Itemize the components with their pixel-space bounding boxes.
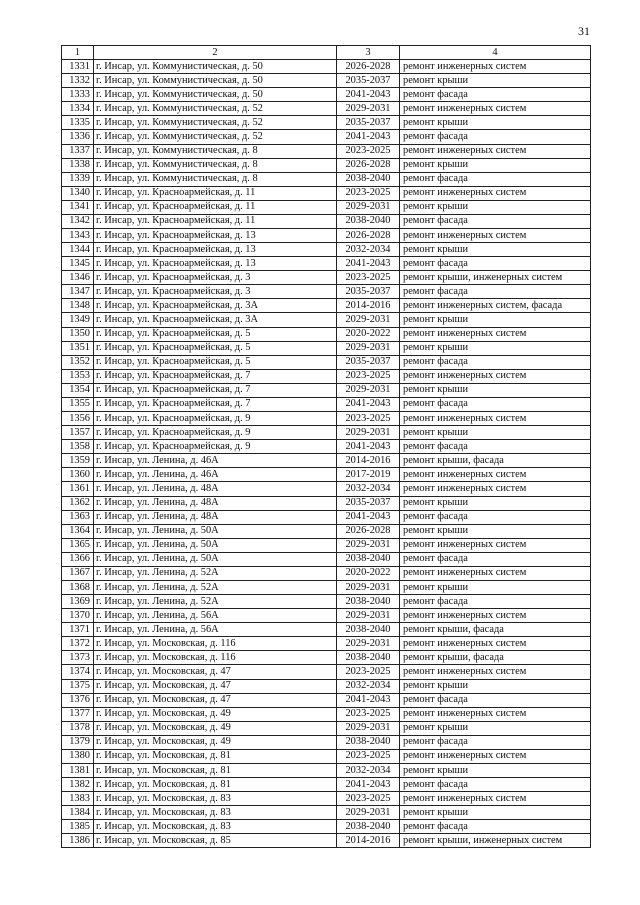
work-type-cell: ремонт крыши — [400, 200, 591, 214]
table-row — [62, 257, 591, 271]
address-cell: г. Инсар, ул. Красноармейская, д. 5 — [94, 327, 337, 341]
table-row — [62, 538, 591, 552]
table-header-row — [62, 46, 591, 60]
work-type-cell: ремонт инженерных систем — [400, 609, 591, 623]
row-number: 1367 — [62, 566, 94, 580]
row-number: 1371 — [62, 623, 94, 637]
work-type-cell: ремонт инженерных систем — [400, 60, 591, 74]
row-number: 1385 — [62, 820, 94, 834]
table-row — [62, 763, 591, 777]
address-cell: г. Инсар, ул. Ленина, д. 50А — [94, 524, 337, 538]
table-row — [62, 735, 591, 749]
period-cell: 2029-2031 — [337, 102, 400, 116]
table-row — [62, 214, 591, 228]
row-number: 1360 — [62, 468, 94, 482]
table-row — [62, 74, 591, 88]
period-cell: 2029-2031 — [337, 806, 400, 820]
period-cell: 2041-2043 — [337, 510, 400, 524]
row-number: 1353 — [62, 369, 94, 383]
row-number: 1384 — [62, 806, 94, 820]
address-cell: г. Инсар, ул. Коммунистическая, д. 52 — [94, 130, 337, 144]
address-cell: г. Инсар, ул. Ленина, д. 52А — [94, 566, 337, 580]
period-cell: 2038-2040 — [337, 214, 400, 228]
work-type-cell: ремонт инженерных систем — [400, 412, 591, 426]
address-cell: г. Инсар, ул. Ленина, д. 48А — [94, 496, 337, 510]
period-cell: 2029-2031 — [337, 609, 400, 623]
work-type-cell: ремонт крыши — [400, 580, 591, 594]
page-number: 31 — [578, 24, 590, 38]
work-type-cell: ремонт крыши — [400, 679, 591, 693]
row-number: 1345 — [62, 257, 94, 271]
row-number: 1373 — [62, 651, 94, 665]
address-cell: г. Инсар, ул. Коммунистическая, д. 52 — [94, 116, 337, 130]
row-number: 1335 — [62, 116, 94, 130]
period-cell: 2023-2025 — [337, 144, 400, 158]
table-row — [62, 229, 591, 243]
table-row — [62, 566, 591, 580]
row-number: 1350 — [62, 327, 94, 341]
row-number: 1336 — [62, 130, 94, 144]
period-cell: 2029-2031 — [337, 426, 400, 440]
table-row — [62, 721, 591, 735]
row-number: 1341 — [62, 200, 94, 214]
table-row — [62, 834, 591, 848]
period-cell: 2038-2040 — [337, 651, 400, 665]
work-type-cell: ремонт крыши — [400, 313, 591, 327]
table-row — [62, 595, 591, 609]
work-type-cell: ремонт фасада — [400, 735, 591, 749]
work-type-cell: ремонт крыши — [400, 426, 591, 440]
address-cell: г. Инсар, ул. Московская, д. 81 — [94, 778, 337, 792]
table-row — [62, 355, 591, 369]
period-cell: 2032-2034 — [337, 763, 400, 777]
table-row — [62, 116, 591, 130]
row-number: 1339 — [62, 172, 94, 186]
address-cell: г. Инсар, ул. Московская, д. 83 — [94, 806, 337, 820]
work-type-cell: ремонт инженерных систем — [400, 707, 591, 721]
period-cell: 2026-2028 — [337, 158, 400, 172]
row-number: 1381 — [62, 763, 94, 777]
address-cell: г. Инсар, ул. Красноармейская, д. 3А — [94, 299, 337, 313]
period-cell: 2023-2025 — [337, 749, 400, 763]
period-cell: 2029-2031 — [337, 637, 400, 651]
period-cell: 2041-2043 — [337, 440, 400, 454]
period-cell: 2038-2040 — [337, 820, 400, 834]
table-row — [62, 623, 591, 637]
work-type-cell: ремонт фасада — [400, 820, 591, 834]
row-number: 1346 — [62, 271, 94, 285]
period-cell: 2020-2022 — [337, 327, 400, 341]
table-row — [62, 778, 591, 792]
table-row — [62, 285, 591, 299]
address-cell: г. Инсар, ул. Красноармейская, д. 13 — [94, 257, 337, 271]
period-cell: 2014-2016 — [337, 834, 400, 848]
period-cell: 2041-2043 — [337, 778, 400, 792]
row-number: 1333 — [62, 88, 94, 102]
work-type-cell: ремонт инженерных систем — [400, 229, 591, 243]
table-row — [62, 665, 591, 679]
row-number: 1358 — [62, 440, 94, 454]
address-cell: г. Инсар, ул. Московская, д. 81 — [94, 763, 337, 777]
column-header: 2 — [94, 46, 337, 60]
row-number: 1361 — [62, 482, 94, 496]
period-cell: 2032-2034 — [337, 679, 400, 693]
table-row — [62, 397, 591, 411]
address-cell: г. Инсар, ул. Красноармейская, д. 9 — [94, 426, 337, 440]
period-cell: 2026-2028 — [337, 60, 400, 74]
address-cell: г. Инсар, ул. Ленина, д. 52А — [94, 580, 337, 594]
work-type-cell: ремонт фасада — [400, 552, 591, 566]
table-row — [62, 102, 591, 116]
table-row — [62, 510, 591, 524]
column-header: 1 — [62, 46, 94, 60]
table-row — [62, 88, 591, 102]
table-row — [62, 609, 591, 623]
period-cell: 2032-2034 — [337, 243, 400, 257]
row-number: 1382 — [62, 778, 94, 792]
row-number: 1363 — [62, 510, 94, 524]
period-cell: 2041-2043 — [337, 257, 400, 271]
address-cell: г. Инсар, ул. Красноармейская, д. 7 — [94, 383, 337, 397]
period-cell: 2038-2040 — [337, 595, 400, 609]
address-cell: г. Инсар, ул. Ленина, д. 50А — [94, 538, 337, 552]
row-number: 1364 — [62, 524, 94, 538]
period-cell: 2017-2019 — [337, 468, 400, 482]
work-type-cell: ремонт фасада — [400, 285, 591, 299]
work-type-cell: ремонт крыши — [400, 763, 591, 777]
period-cell: 2032-2034 — [337, 482, 400, 496]
period-cell: 2041-2043 — [337, 397, 400, 411]
row-number: 1337 — [62, 144, 94, 158]
work-type-cell: ремонт инженерных систем — [400, 792, 591, 806]
table-row — [62, 440, 591, 454]
table-row — [62, 580, 591, 594]
row-number: 1383 — [62, 792, 94, 806]
table-row — [62, 637, 591, 651]
row-number: 1374 — [62, 665, 94, 679]
work-type-cell: ремонт инженерных систем — [400, 468, 591, 482]
address-cell: г. Инсар, ул. Московская, д. 47 — [94, 665, 337, 679]
period-cell: 2023-2025 — [337, 707, 400, 721]
table-row — [62, 383, 591, 397]
work-type-cell: ремонт инженерных систем — [400, 665, 591, 679]
row-number: 1369 — [62, 595, 94, 609]
row-number: 1366 — [62, 552, 94, 566]
address-cell: г. Инсар, ул. Коммунистическая, д. 52 — [94, 102, 337, 116]
work-type-cell: ремонт фасада — [400, 172, 591, 186]
table-row — [62, 158, 591, 172]
row-number: 1362 — [62, 496, 94, 510]
work-type-cell: ремонт инженерных систем — [400, 327, 591, 341]
work-type-cell: ремонт инженерных систем — [400, 186, 591, 200]
work-type-cell: ремонт крыши — [400, 806, 591, 820]
row-number: 1368 — [62, 580, 94, 594]
address-cell: г. Инсар, ул. Красноармейская, д. 7 — [94, 369, 337, 383]
address-cell: г. Инсар, ул. Коммунистическая, д. 50 — [94, 74, 337, 88]
work-type-cell: ремонт фасада — [400, 88, 591, 102]
period-cell: 2014-2016 — [337, 299, 400, 313]
table-row — [62, 482, 591, 496]
row-number: 1379 — [62, 735, 94, 749]
row-number: 1357 — [62, 426, 94, 440]
period-cell: 2029-2031 — [337, 341, 400, 355]
address-cell: г. Инсар, ул. Ленина, д. 46А — [94, 468, 337, 482]
row-number: 1354 — [62, 383, 94, 397]
row-number: 1343 — [62, 229, 94, 243]
row-number: 1355 — [62, 397, 94, 411]
address-cell: г. Инсар, ул. Коммунистическая, д. 50 — [94, 88, 337, 102]
address-cell: г. Инсар, ул. Красноармейская, д. 13 — [94, 243, 337, 257]
work-type-cell: ремонт инженерных систем — [400, 566, 591, 580]
period-cell: 2029-2031 — [337, 313, 400, 327]
row-number: 1340 — [62, 186, 94, 200]
work-type-cell: ремонт крыши, фасада — [400, 651, 591, 665]
address-cell: г. Инсар, ул. Красноармейская, д. 9 — [94, 412, 337, 426]
address-cell: г. Инсар, ул. Ленина, д. 48А — [94, 482, 337, 496]
period-cell: 2029-2031 — [337, 200, 400, 214]
work-type-cell: ремонт крыши — [400, 383, 591, 397]
period-cell: 2023-2025 — [337, 412, 400, 426]
address-cell: г. Инсар, ул. Московская, д. 47 — [94, 693, 337, 707]
table-row — [62, 792, 591, 806]
table-row — [62, 806, 591, 820]
table-row — [62, 468, 591, 482]
row-number: 1351 — [62, 341, 94, 355]
address-cell: г. Инсар, ул. Московская, д. 49 — [94, 735, 337, 749]
table-row — [62, 524, 591, 538]
address-cell: г. Инсар, ул. Московская, д. 83 — [94, 792, 337, 806]
address-cell: г. Инсар, ул. Коммунистическая, д. 8 — [94, 158, 337, 172]
address-cell: г. Инсар, ул. Ленина, д. 56А — [94, 623, 337, 637]
address-cell: г. Инсар, ул. Красноармейская, д. 11 — [94, 186, 337, 200]
row-number: 1359 — [62, 454, 94, 468]
table-row — [62, 707, 591, 721]
work-type-cell: ремонт крыши — [400, 158, 591, 172]
work-type-cell: ремонт фасада — [400, 397, 591, 411]
period-cell: 2029-2031 — [337, 538, 400, 552]
address-cell: г. Инсар, ул. Ленина, д. 50А — [94, 552, 337, 566]
address-cell: г. Инсар, ул. Ленина, д. 46А — [94, 454, 337, 468]
address-cell: г. Инсар, ул. Московская, д. 85 — [94, 834, 337, 848]
period-cell: 2029-2031 — [337, 383, 400, 397]
table-row — [62, 679, 591, 693]
period-cell: 2038-2040 — [337, 172, 400, 186]
address-cell: г. Инсар, ул. Красноармейская, д. 5 — [94, 341, 337, 355]
work-type-cell: ремонт фасада — [400, 214, 591, 228]
table-row — [62, 496, 591, 510]
work-type-cell: ремонт крыши — [400, 74, 591, 88]
row-number: 1365 — [62, 538, 94, 552]
table-row — [62, 271, 591, 285]
column-header: 4 — [400, 46, 591, 60]
work-type-cell: ремонт инженерных систем — [400, 749, 591, 763]
period-cell: 2020-2022 — [337, 566, 400, 580]
address-cell: г. Инсар, ул. Красноармейская, д. 11 — [94, 200, 337, 214]
work-type-cell: ремонт инженерных систем — [400, 144, 591, 158]
table-row — [62, 60, 591, 74]
row-number: 1356 — [62, 412, 94, 426]
row-number: 1372 — [62, 637, 94, 651]
work-type-cell: ремонт фасада — [400, 595, 591, 609]
row-number: 1352 — [62, 355, 94, 369]
period-cell: 2035-2037 — [337, 496, 400, 510]
work-type-cell: ремонт крыши — [400, 496, 591, 510]
work-type-cell: ремонт крыши — [400, 721, 591, 735]
period-cell: 2038-2040 — [337, 623, 400, 637]
work-type-cell: ремонт инженерных систем — [400, 637, 591, 651]
table-row — [62, 243, 591, 257]
table-row — [62, 426, 591, 440]
work-type-cell: ремонт инженерных систем — [400, 538, 591, 552]
work-type-cell: ремонт фасада — [400, 693, 591, 707]
row-number: 1347 — [62, 285, 94, 299]
period-cell: 2035-2037 — [337, 116, 400, 130]
address-cell: г. Инсар, ул. Ленина, д. 52А — [94, 595, 337, 609]
address-cell: г. Инсар, ул. Московская, д. 49 — [94, 721, 337, 735]
period-cell: 2029-2031 — [337, 721, 400, 735]
row-number: 1370 — [62, 609, 94, 623]
address-cell: г. Инсар, ул. Московская, д. 49 — [94, 707, 337, 721]
table-row — [62, 186, 591, 200]
work-type-cell: ремонт инженерных систем — [400, 102, 591, 116]
period-cell: 2023-2025 — [337, 271, 400, 285]
row-number: 1386 — [62, 834, 94, 848]
work-type-cell: ремонт крыши — [400, 243, 591, 257]
table-row — [62, 454, 591, 468]
row-number: 1378 — [62, 721, 94, 735]
table-row — [62, 200, 591, 214]
row-number: 1375 — [62, 679, 94, 693]
row-number: 1380 — [62, 749, 94, 763]
table-row — [62, 313, 591, 327]
work-type-cell: ремонт фасада — [400, 778, 591, 792]
period-cell: 2038-2040 — [337, 552, 400, 566]
period-cell: 2035-2037 — [337, 285, 400, 299]
table-row — [62, 369, 591, 383]
table-row — [62, 327, 591, 341]
work-type-cell: ремонт крыши, фасада — [400, 454, 591, 468]
period-cell: 2041-2043 — [337, 130, 400, 144]
row-number: 1344 — [62, 243, 94, 257]
period-cell: 2026-2028 — [337, 524, 400, 538]
row-number: 1348 — [62, 299, 94, 313]
address-cell: г. Инсар, ул. Красноармейская, д. 3 — [94, 271, 337, 285]
address-cell: г. Инсар, ул. Коммунистическая, д. 8 — [94, 172, 337, 186]
period-cell: 2023-2025 — [337, 665, 400, 679]
table-row — [62, 651, 591, 665]
work-type-cell: ремонт крыши, фасада — [400, 623, 591, 637]
work-type-cell: ремонт фасада — [400, 440, 591, 454]
period-cell: 2023-2025 — [337, 792, 400, 806]
row-number: 1332 — [62, 74, 94, 88]
address-cell: г. Инсар, ул. Красноармейская, д. 9 — [94, 440, 337, 454]
row-number: 1331 — [62, 60, 94, 74]
period-cell: 2023-2025 — [337, 186, 400, 200]
address-cell: г. Инсар, ул. Красноармейская, д. 3А — [94, 313, 337, 327]
period-cell: 2038-2040 — [337, 735, 400, 749]
table-row — [62, 299, 591, 313]
address-cell: г. Инсар, ул. Московская, д. 81 — [94, 749, 337, 763]
address-cell: г. Инсар, ул. Красноармейская, д. 7 — [94, 397, 337, 411]
table-body — [62, 60, 591, 848]
period-cell: 2029-2031 — [337, 580, 400, 594]
address-cell: г. Инсар, ул. Московская, д. 83 — [94, 820, 337, 834]
address-cell: г. Инсар, ул. Красноармейская, д. 11 — [94, 214, 337, 228]
row-number: 1334 — [62, 102, 94, 116]
period-cell: 2035-2037 — [337, 355, 400, 369]
table-row — [62, 172, 591, 186]
table-row — [62, 130, 591, 144]
work-type-cell: ремонт инженерных систем — [400, 369, 591, 383]
row-number: 1376 — [62, 693, 94, 707]
row-number: 1338 — [62, 158, 94, 172]
work-type-cell: ремонт инженерных систем, фасада — [400, 299, 591, 313]
address-cell: г. Инсар, ул. Красноармейская, д. 13 — [94, 229, 337, 243]
address-cell: г. Инсар, ул. Ленина, д. 56А — [94, 609, 337, 623]
work-type-cell: ремонт крыши — [400, 341, 591, 355]
address-cell: г. Инсар, ул. Московская, д. 47 — [94, 679, 337, 693]
address-cell: г. Инсар, ул. Ленина, д. 48А — [94, 510, 337, 524]
address-cell: г. Инсар, ул. Красноармейская, д. 5 — [94, 355, 337, 369]
address-cell: г. Инсар, ул. Красноармейская, д. 3 — [94, 285, 337, 299]
table-row — [62, 412, 591, 426]
period-cell: 2041-2043 — [337, 693, 400, 707]
address-cell: г. Инсар, ул. Московская, д. 116 — [94, 637, 337, 651]
work-type-cell: ремонт фасада — [400, 355, 591, 369]
column-header: 3 — [337, 46, 400, 60]
table-row — [62, 693, 591, 707]
period-cell: 2026-2028 — [337, 229, 400, 243]
table-row — [62, 820, 591, 834]
table-row — [62, 552, 591, 566]
period-cell: 2041-2043 — [337, 88, 400, 102]
period-cell: 2014-2016 — [337, 454, 400, 468]
work-type-cell: ремонт фасада — [400, 510, 591, 524]
address-cell: г. Инсар, ул. Московская, д. 116 — [94, 651, 337, 665]
row-number: 1377 — [62, 707, 94, 721]
table-row — [62, 341, 591, 355]
row-number: 1349 — [62, 313, 94, 327]
repair-schedule-table — [61, 45, 591, 848]
table-row — [62, 749, 591, 763]
work-type-cell: ремонт крыши, инженерных систем — [400, 271, 591, 285]
work-type-cell: ремонт крыши — [400, 524, 591, 538]
address-cell: г. Инсар, ул. Коммунистическая, д. 50 — [94, 60, 337, 74]
work-type-cell: ремонт фасада — [400, 130, 591, 144]
table-row — [62, 144, 591, 158]
work-type-cell: ремонт крыши — [400, 116, 591, 130]
work-type-cell: ремонт фасада — [400, 257, 591, 271]
work-type-cell: ремонт крыши, инженерных систем — [400, 834, 591, 848]
row-number: 1342 — [62, 214, 94, 228]
period-cell: 2023-2025 — [337, 369, 400, 383]
period-cell: 2035-2037 — [337, 74, 400, 88]
address-cell: г. Инсар, ул. Коммунистическая, д. 8 — [94, 144, 337, 158]
work-type-cell: ремонт инженерных систем — [400, 482, 591, 496]
